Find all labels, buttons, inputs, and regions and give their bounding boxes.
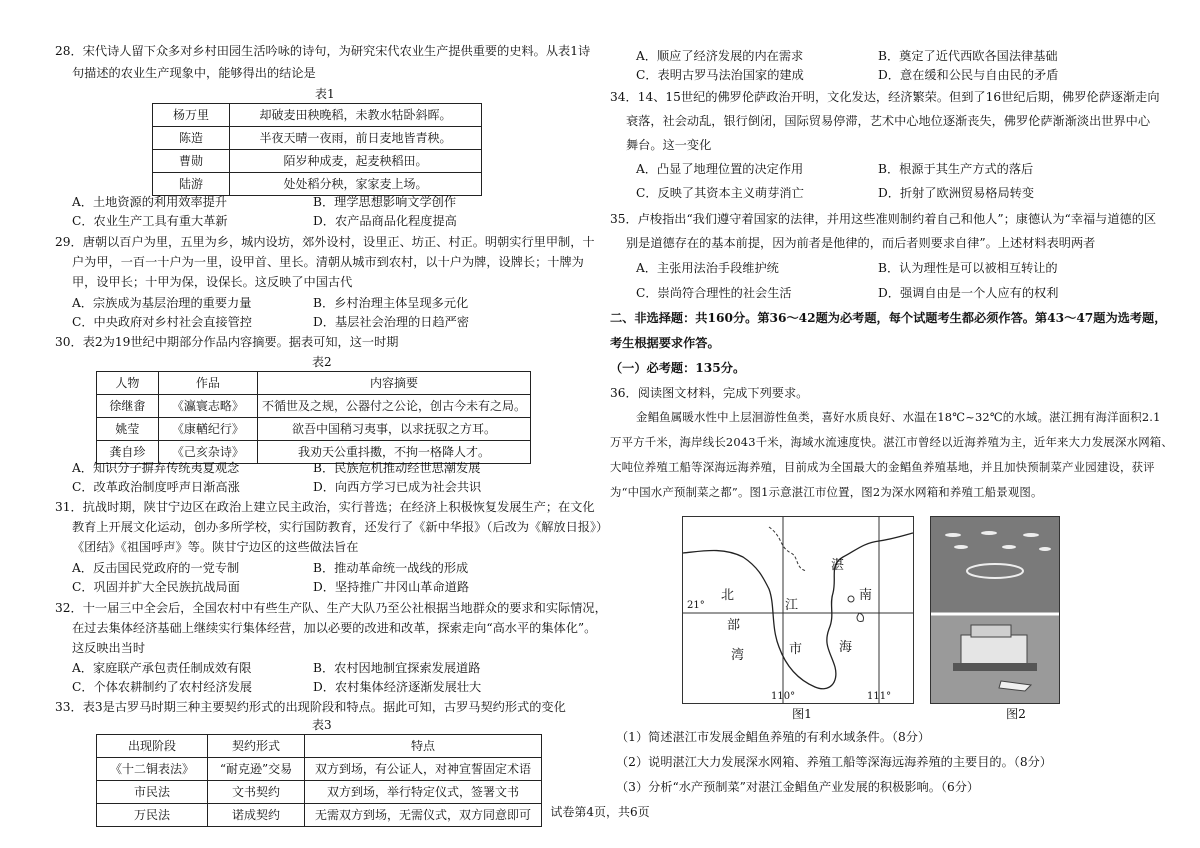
table-cell: 却破麦田秧晚稻，未教水牯卧斜晖。 (230, 104, 482, 127)
q34-stem-line3: 舞台。这一变化 (626, 138, 712, 152)
q35-stem-line2: 别是道德存在的基本前提，因为前者是他律的，而后者则要求自律”。上述材料表明两者 (626, 236, 1096, 250)
q33-option-c[interactable]: C．表明古罗马法治国家的建成 (636, 68, 804, 82)
q31-option-c[interactable]: C．巩固并扩大全民族抗战局面 (72, 580, 240, 594)
q34-option-b[interactable]: B．根源于其生产方式的落后 (878, 162, 1034, 176)
q36-stem: 36．阅读图文材料，完成下列要求。 (610, 386, 809, 400)
table-header-cell: 特点 (305, 735, 542, 758)
map-label-wan: 湾 (731, 648, 745, 663)
q32-option-c[interactable]: C．个体农耕制约了农村经济发展 (72, 680, 252, 694)
map-label-bu: 部 (727, 618, 741, 633)
q32-option-d[interactable]: D．农村集体经济逐渐发展壮大 (313, 680, 482, 694)
map-longitude-label-110: 110° (771, 691, 796, 702)
table-cell: 《瀛寰志略》 (158, 395, 257, 418)
q28-option-c[interactable]: C．农业生产工具有重大革新 (72, 214, 228, 228)
q32-option-b[interactable]: B．农村因地制宜探索发展道路 (313, 661, 481, 675)
section2-title-line2: 考生根据要求作答。 (610, 336, 720, 350)
q30-option-a[interactable]: A．知识分子摒弃传统夷夏观念 (72, 461, 240, 475)
q29-option-a[interactable]: A．宗族成为基层治理的重要力量 (72, 296, 252, 310)
table-cell: 文书契约 (208, 781, 305, 804)
q28-option-b[interactable]: B．理学思想影响文学创作 (313, 195, 457, 209)
q35-stem-line1: 35．卢梭指出“我们遵守着国家的法律，并用这些准则制约着自己和他人”；康德认为“幸福与道德的区 (610, 212, 1157, 226)
table1 (152, 103, 482, 196)
q31-stem-line1: 31．抗战时期，陕甘宁边区在政治上建立民主政治，实行普选；在经济上积极恢复发展生产；在文化 (55, 500, 595, 514)
table-cell: 市民法 (97, 781, 208, 804)
table-cell: 《康輶纪行》 (158, 418, 257, 441)
q33-option-d[interactable]: D．意在缓和公民与自由民的矛盾 (878, 68, 1059, 82)
table-cell: 我劝天公重抖擞，不拘一格降人才。 (257, 441, 530, 464)
table-header-cell: 出现阶段 (97, 735, 208, 758)
table3-caption: 表3 (312, 718, 332, 732)
table-row (97, 758, 542, 781)
table-cell: 欲吾中国稍习夷事，以求抚驭之方耳。 (257, 418, 530, 441)
q28-option-d[interactable]: D．农产品商品化程度提高 (313, 214, 457, 228)
q34-option-d[interactable]: D．折射了欧洲贸易格局转变 (878, 186, 1035, 200)
map-longitude-label-111: 111° (867, 691, 892, 702)
q33-option-b[interactable]: B．奠定了近代西欧各国法律基础 (878, 49, 1058, 63)
table2 (96, 371, 531, 464)
q31-option-d[interactable]: D．坚持推广井冈山革命道路 (313, 580, 470, 594)
map-latitude-label: 21° (687, 600, 705, 611)
q32-option-a[interactable]: A．家庭联产承包责任制成效有限 (72, 661, 252, 675)
table1-caption: 表1 (315, 87, 335, 101)
table-row (153, 127, 482, 150)
table-cell: 陆游 (153, 173, 230, 196)
table-header-cell: 人物 (97, 372, 159, 395)
q35-option-c[interactable]: C．崇尚符合理性的社会生活 (636, 286, 792, 300)
table-cell: 杨万里 (153, 104, 230, 127)
page-footer: 试卷第4页，共6页 (550, 805, 650, 819)
table-cell: 双方到场，有公证人，对神宣誓固定术语 (305, 758, 542, 781)
q30-option-b[interactable]: B．民族危机推动经世思潮发展 (313, 461, 481, 475)
table2-caption: 表2 (312, 355, 332, 369)
table-cell: 万民法 (97, 804, 208, 827)
q36-subquestion-2: （2）说明湛江大力发展深水网箱、养殖工船等深海远海养殖的主要目的。（8分） (616, 755, 1052, 769)
table-cell: 徐继畬 (97, 395, 159, 418)
map-label-zhan: 湛 (831, 558, 845, 573)
map-label-bei: 北 (721, 588, 735, 603)
q36-subquestion-3: （3）分析“水产预制菜”对湛江金鲳鱼产业发展的积极影响。（6分） (616, 780, 980, 794)
table-cell: 诺成契约 (208, 804, 305, 827)
q35-option-d[interactable]: D．强调自由是一个人应有的权利 (878, 286, 1059, 300)
q35-option-a[interactable]: A．主张用法治手段维护统 (636, 261, 779, 275)
table-header-cell: 内容摘要 (257, 372, 530, 395)
q32-stem-line3: 这反映出当时 (72, 641, 146, 655)
map-label-hai: 海 (839, 640, 853, 655)
table-cell: 半夜天晴一夜雨，前日麦地皆青秧。 (230, 127, 482, 150)
table-row (153, 150, 482, 173)
table-cell: 《己亥杂诗》 (158, 441, 257, 464)
q30-stem: 30．表2为19世纪中期部分作品内容摘要。据表可知，这一时期 (55, 335, 399, 349)
q28-stem-line2: 句描述的农业生产现象中，能够得出的结论是 (72, 66, 316, 80)
table-row (153, 173, 482, 196)
q31-option-b[interactable]: B．推动革命统一战线的形成 (313, 561, 469, 575)
q32-stem-line2: 在过去集体经济基础上继续实行集体经营，加以必要的改进和改革，探索走向“高水平的集体化”。 (72, 621, 597, 635)
table-row (97, 395, 531, 418)
q29-option-c[interactable]: C．中央政府对乡村社会直接管控 (72, 315, 252, 329)
table-header-cell: 作品 (158, 372, 257, 395)
q36-material-line2: 万平方千米，海岸线长2043千米，海域水流速度快。湛江市曾经以近海养殖为主，近年来大力发展深水网箱、 (610, 435, 1173, 449)
table-row (97, 418, 531, 441)
q34-option-a[interactable]: A．凸显了地理位置的决定作用 (636, 162, 804, 176)
table-cell: 无需双方到场，无需仪式，双方同意即可 (305, 804, 542, 827)
q34-stem-line1: 34．14、15世纪的佛罗伦萨政治开明，文化发达，经济繁荣。但到了16世纪后期，佛罗伦萨逐渐走向 (610, 90, 1160, 104)
table-cell: 不循世及之规，公器付之公论，创古今未有之局。 (257, 395, 530, 418)
q32-stem-line1: 32．十一届三中全会后，全国农村中有些生产队、生产大队乃至公社根据当地群众的要求和实际情况， (55, 601, 607, 615)
q33-option-a[interactable]: A．顺应了经济发展的内在需求 (636, 49, 804, 63)
aquaculture-photo (931, 517, 1059, 703)
q34-stem-line2: 衰落，社会动乱，银行倒闭，国际贸易停滞，艺术中心地位逐渐丧失，佛罗伦萨渐渐淡出世界中心 (626, 114, 1151, 128)
q35-option-b[interactable]: B．认为理性是可以被相互转让的 (878, 261, 1058, 275)
table-cell: 陌岁种成麦，起麦秧稻田。 (230, 150, 482, 173)
table-row (97, 781, 542, 804)
section2-subtitle: （一）必考题：135分。 (610, 361, 746, 375)
section2-title-line1: 二、非选择题：共160分。第36～42题为必考题，每个试题考生都必须作答。第43～47题为选考题， (610, 311, 1167, 325)
table-cell: 陈造 (153, 127, 230, 150)
table-cell: 曹勋 (153, 150, 230, 173)
table-cell: 处处稻分秧，家家麦上场。 (230, 173, 482, 196)
q36-material-line3: 大吨位养殖工船等深海远海养殖，目前成为全国最大的金鲳鱼养殖基地，并且加快预制菜产业园建设，获评 (610, 460, 1155, 474)
table-cell: 双方到场，举行特定仪式，签署文书 (305, 781, 542, 804)
figure2-caption: 图2 (1006, 707, 1026, 721)
q31-option-a[interactable]: A．反击国民党政府的一党专制 (72, 561, 240, 575)
table-cell: 姚莹 (97, 418, 159, 441)
q29-option-b[interactable]: B．乡村治理主体呈现多元化 (313, 296, 469, 310)
q28-stem-line1: 28．宋代诗人留下众多对乡村田园生活吟咏的诗句，为研究宋代农业生产提供重要的史料。从表1诗 (55, 44, 591, 58)
q36-material-line1: 金鲳鱼属暖水性中上层洄游性鱼类，喜好水质良好、水温在18℃~32℃的水域。湛江拥有海洋面积2.1 (636, 410, 1161, 424)
table-cell: 龚自珍 (97, 441, 159, 464)
q30-option-d[interactable]: D．向西方学习已成为社会共识 (313, 480, 482, 494)
figure1-map (682, 516, 914, 704)
table-row (97, 372, 531, 395)
map-label-shi: 市 (789, 642, 803, 657)
map-label-jiang: 江 (785, 598, 799, 613)
table-row (97, 735, 542, 758)
q29-stem-line1: 29．唐朝以百户为里，五里为乡，城内设坊，郊外设村，设里正、坊正、村正。明朝实行里甲制，十 (55, 235, 595, 249)
table-cell: 《十二铜表法》 (97, 758, 208, 781)
q28-option-a[interactable]: A．土地资源的利用效率提升 (72, 195, 228, 209)
q29-stem-line2: 户为甲，一百一十户为一里，设甲首、里长。清朝从城市到农村，以十户为牌，设牌长；十牌为 (72, 255, 584, 269)
q29-stem-line3: 甲，设甲长；十甲为保，设保长。这反映了中国古代 (72, 275, 353, 289)
table-row (153, 104, 482, 127)
table-header-cell: 契约形式 (208, 735, 305, 758)
q36-subquestion-1: （1）简述湛江市发展金鲳鱼养殖的有利水域条件。（8分） (616, 730, 931, 744)
q31-stem-line3: 《团结》《祖国呼声》等。陕甘宁边区的这些做法旨在 (72, 540, 359, 554)
figure1-caption: 图1 (792, 707, 812, 721)
map-label-nan: 南 (859, 588, 873, 603)
q31-stem-line2: 教育上开展文化运动，创办多所学校，实行国防教育，还发行了《新中华报》（后改为《解放日报》） (72, 520, 609, 534)
figure2-photos (930, 516, 1060, 704)
q30-option-c[interactable]: C．改革政治制度呼声日渐高涨 (72, 480, 240, 494)
table-cell: “耐克逊”交易 (208, 758, 305, 781)
q36-material-line4: 为“中国水产预制菜之都”。图1示意湛江市位置，图2为深水网箱和养殖工船景观图。 (610, 485, 1043, 499)
q29-option-d[interactable]: D．基层社会治理的日趋严密 (313, 315, 470, 329)
q33-stem: 33．表3是古罗马时期三种主要契约形式的出现阶段和特点。据此可知，古罗马契约形式的变化 (55, 700, 566, 714)
q34-option-c[interactable]: C．反映了其资本主义萌芽消亡 (636, 186, 804, 200)
